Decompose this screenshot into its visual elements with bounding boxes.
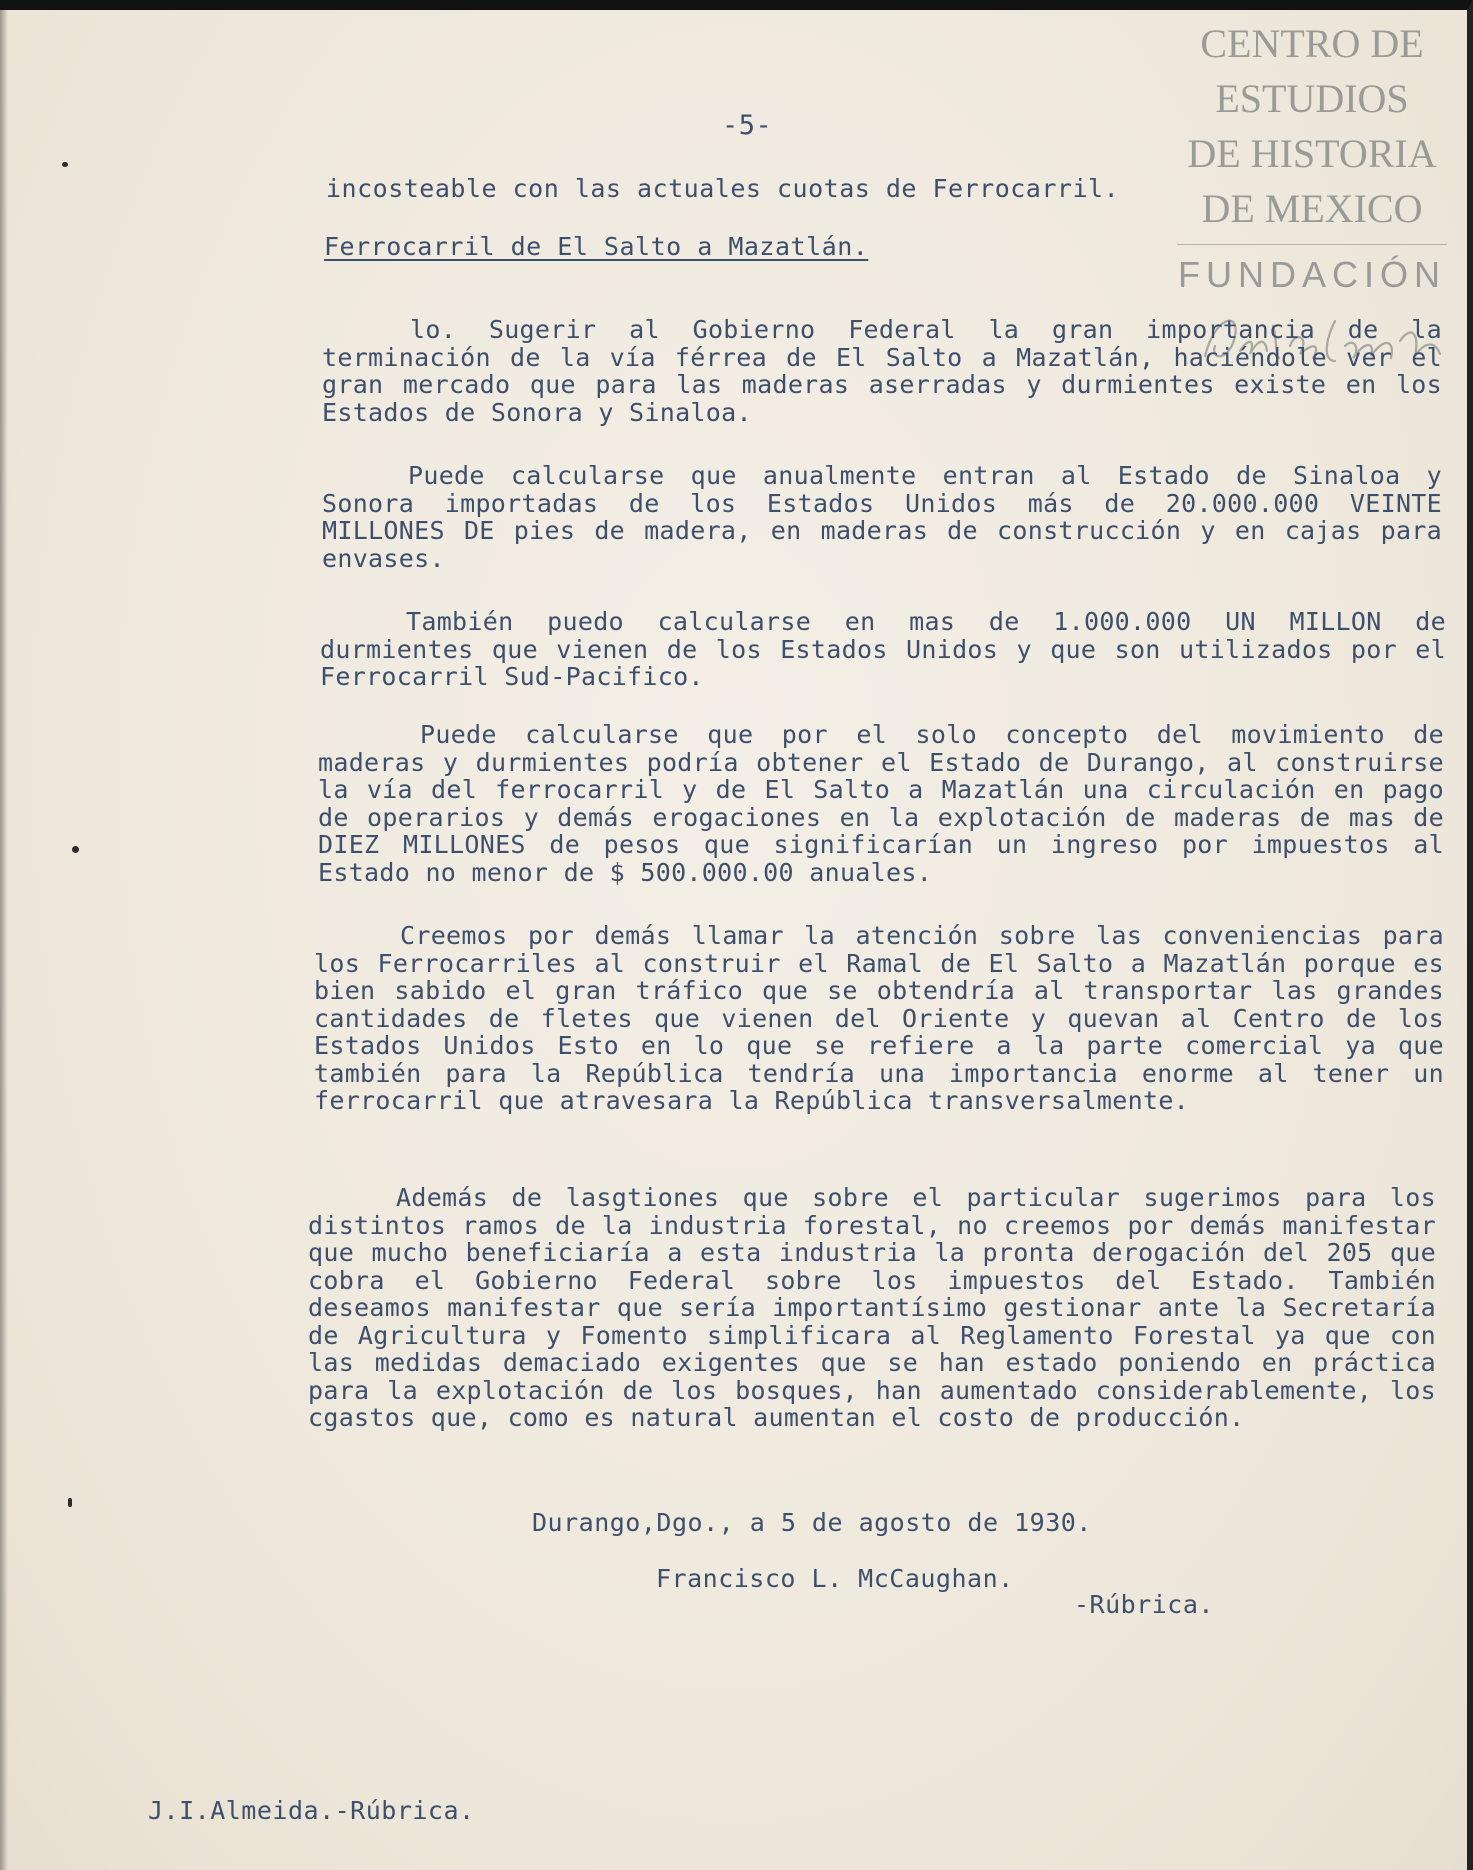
paragraph-3: También puedo calcularse en mas de 1.000.000 UN MILLON de durmientes que vienen de los Estados Unidos y que son utilizados por el Ferrocarril Sud-Pacifico.: [320, 607, 1446, 691]
cosigner: J.I.Almeida.-Rúbrica.: [148, 1796, 475, 1825]
section-heading: Ferrocarril de El Salto a Mazatlán.: [324, 232, 869, 261]
continuation-line: incosteable con las actuales cuotas de Ferrocarril.: [326, 174, 1120, 203]
paragraph-1: lo. Sugerir al Gobierno Federal la gran importancia de la terminación de la vía férrea de El Salto a Mazatlán, haciéndole ver el gran mercado que para las maderas aserradas y durmientes existe en los Estados de Sonora y Sinaloa.: [322, 315, 1442, 427]
paragraph-6: Además de lasgtiones que sobre el particular sugerimos para los distintos ramos de la industria forestal, no creemos por demás manifestar que mucho beneficiaría a esta industria la pronta derogación del 205 que cobra el Gobierno Federal sobre los impuestos del Estado. También deseamos manifestar que sería importantísimo gestionar ante la Secretaría de Agricultura y Fomento simplificara al Reglamento Forestal ya que con las medidas demaciado exigentes que se han estado poniendo en práctica para la explotación de los bosques, han aumentado considerablemente, los cgastos que, como es natural aumentan el costo de producción.: [308, 1183, 1436, 1432]
watermark-line-5: FUNDACIÓN: [1178, 254, 1446, 295]
signer-name: Francisco L. McCaughan.: [656, 1564, 1014, 1593]
place-and-date: Durango,Dgo., a 5 de agosto de 1930.: [532, 1508, 1092, 1537]
watermark-line-3: DE HISTORIA: [1187, 131, 1437, 176]
signer-rubric: -Rúbrica.: [1074, 1590, 1214, 1619]
watermark-line-2: ESTUDIOS: [1215, 76, 1409, 121]
watermark-line-4: DE MEXICO: [1201, 186, 1423, 231]
punch-mark-top: [62, 162, 68, 167]
page-number: -5-: [722, 110, 773, 141]
page-edge-shadow: [0, 10, 8, 1870]
watermark-line-1: CENTRO DE: [1200, 21, 1424, 66]
paragraph-5: Creemos por demás llamar la atención sobre las conveniencias para los Ferrocarriles al construir el Ramal de El Salto a Mazatlán porque es bien sabido el gran tráfico que se obtendría al transportar las grandes cantidades de fletes que vienen del Oriente y quevan al Centro de los Estados Unidos Esto en lo que se refiere a la parte comercial ya que también para la República tendría una importancia enorme al tener un ferrocarril que atravesara la República transversalmente.: [314, 921, 1444, 1115]
archive-watermark: [1167, 16, 1457, 305]
punch-mark-bottom: [68, 1498, 72, 1507]
punch-mark-middle: [72, 846, 79, 853]
paragraph-2: Puede calcularse que anualmente entran al Estado de Sinaloa y Sonora importadas de los Estados Unidos más de 20.000.000 VEINTE MILLONES DE pies de madera, en maderas de construcción y en cajas para envases.: [322, 461, 1442, 573]
paragraph-4: Puede calcularse que por el solo concepto del movimiento de maderas y durmientes podría obtener el Estado de Durango, al construirse la vía del ferrocarril y de El Salto a Mazatlán una circulación en pago de operarios y demás erogaciones en la explotación de maderas de mas de DIEZ MILLONES de pesos que significarían un ingreso por impuestos al Estado no menor de $ 500.000.00 anuales.: [318, 720, 1444, 887]
